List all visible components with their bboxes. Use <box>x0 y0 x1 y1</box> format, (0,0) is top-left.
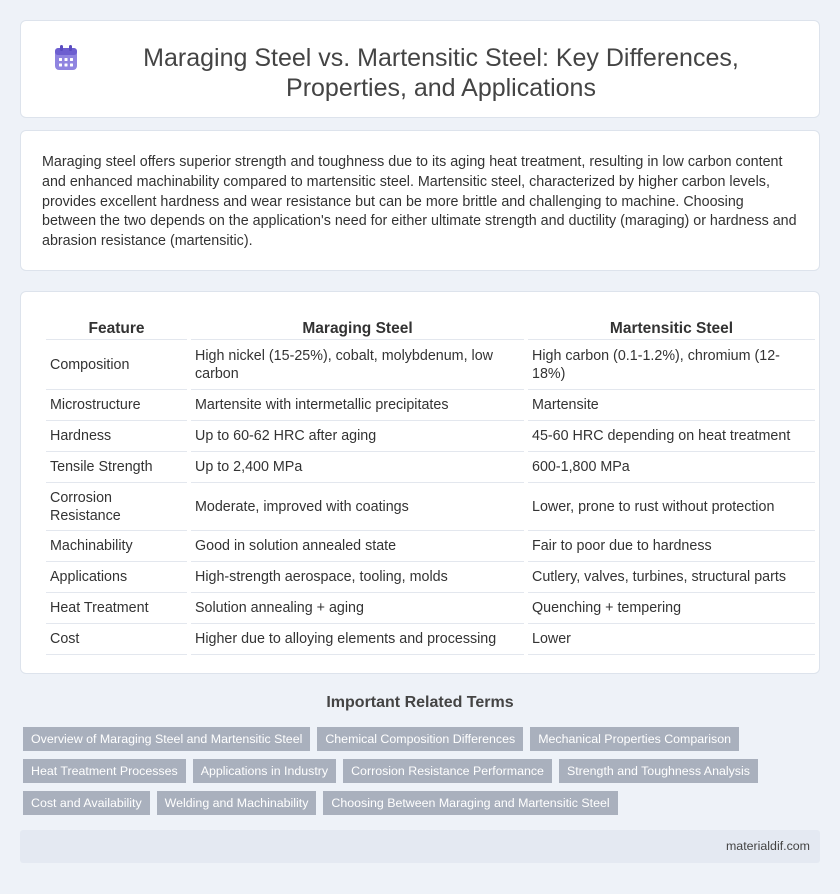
maraging-cell: High-strength aerospace, tooling, molds <box>191 562 524 593</box>
tag-row <box>23 791 813 815</box>
feature-cell: Corrosion Resistance <box>46 483 187 531</box>
title-card <box>20 20 820 118</box>
related-term-tag[interactable]: Cost and Availability <box>23 791 150 815</box>
martensitic-cell: Martensite <box>528 390 815 421</box>
martensitic-cell: 600-1,800 MPa <box>528 452 815 483</box>
martensitic-cell: High carbon (0.1-1.2%), chromium (12-18%) <box>528 340 815 390</box>
footer-site-name: materialdif.com <box>725 839 810 853</box>
column-header-martensitic: Martensitic Steel <box>528 314 815 340</box>
maraging-cell: High nickel (15-25%), cobalt, molybdenum, low carbon <box>191 340 524 390</box>
table-row <box>46 452 815 483</box>
table-row <box>46 340 815 390</box>
maraging-cell: Higher due to alloying elements and processing <box>191 624 524 655</box>
related-term-tag[interactable]: Mechanical Properties Comparison <box>530 727 739 751</box>
related-term-tag[interactable]: Overview of Maraging Steel and Martensitic Steel <box>23 727 310 751</box>
martensitic-cell: Cutlery, valves, turbines, structural parts <box>528 562 815 593</box>
maraging-cell: Up to 2,400 MPa <box>191 452 524 483</box>
related-term-tag[interactable]: Heat Treatment Processes <box>23 759 186 783</box>
tag-row <box>23 759 813 783</box>
martensitic-cell: Fair to poor due to hardness <box>528 531 815 562</box>
related-term-tag[interactable]: Welding and Machinability <box>157 791 317 815</box>
page-title: Maraging Steel vs. Martensitic Steel: Key Differences, Properties, and Applications <box>143 44 739 102</box>
feature-cell: Hardness <box>46 421 187 452</box>
related-term-tag[interactable]: Applications in Industry <box>193 759 336 783</box>
table-row <box>46 531 815 562</box>
feature-cell: Microstructure <box>46 390 187 421</box>
feature-cell: Tensile Strength <box>46 452 187 483</box>
martensitic-cell: Lower, prone to rust without protection <box>528 483 815 531</box>
maraging-cell: Martensite with intermetallic precipitates <box>191 390 524 421</box>
table-row <box>46 390 815 421</box>
comparison-table-card <box>20 291 820 674</box>
feature-cell: Heat Treatment <box>46 593 187 624</box>
related-term-tag[interactable]: Strength and Toughness Analysis <box>559 759 758 783</box>
feature-cell: Composition <box>46 340 187 390</box>
related-term-tag[interactable]: Chemical Composition Differences <box>317 727 523 751</box>
maraging-cell: Solution annealing + aging <box>191 593 524 624</box>
related-term-tag[interactable]: Choosing Between Maraging and Martensitic Steel <box>323 791 617 815</box>
related-terms-title: Important Related Terms <box>326 694 514 711</box>
table-row <box>46 593 815 624</box>
tag-row <box>23 727 813 751</box>
comparison-table <box>42 314 819 655</box>
maraging-cell: Up to 60-62 HRC after aging <box>191 421 524 452</box>
table-row <box>46 483 815 531</box>
summary-text: Maraging steel offers superior strength and toughness due to its aging heat treatment, resulting in low carbon content and enhanced machinability compared to martensitic steel. Martensitic steel, characterized by higher carbon levels, provides excellent hardness and wear resistance but can be more brittle and challenging to machine. Choosing between the two depends on the application's need for either ultimate strength and ductility (maraging) or hardness and abrasion resistance (martensitic). <box>42 154 797 250</box>
feature-cell: Applications <box>46 562 187 593</box>
martensitic-cell: Lower <box>528 624 815 655</box>
feature-cell: Machinability <box>46 531 187 562</box>
table-row <box>46 421 815 452</box>
table-header-row <box>46 314 815 340</box>
summary-card <box>20 130 820 271</box>
footer <box>20 830 820 863</box>
related-term-tag[interactable]: Corrosion Resistance Performance <box>343 759 552 783</box>
martensitic-cell: 45-60 HRC depending on heat treatment <box>528 421 815 452</box>
maraging-cell: Good in solution annealed state <box>191 531 524 562</box>
maraging-cell: Moderate, improved with coatings <box>191 483 524 531</box>
martensitic-cell: Quenching + tempering <box>528 593 815 624</box>
column-header-maraging: Maraging Steel <box>191 314 524 340</box>
table-row <box>46 562 815 593</box>
related-terms-tags <box>23 727 813 823</box>
table-row <box>46 624 815 655</box>
feature-cell: Cost <box>46 624 187 655</box>
column-header-feature: Feature <box>46 314 187 340</box>
